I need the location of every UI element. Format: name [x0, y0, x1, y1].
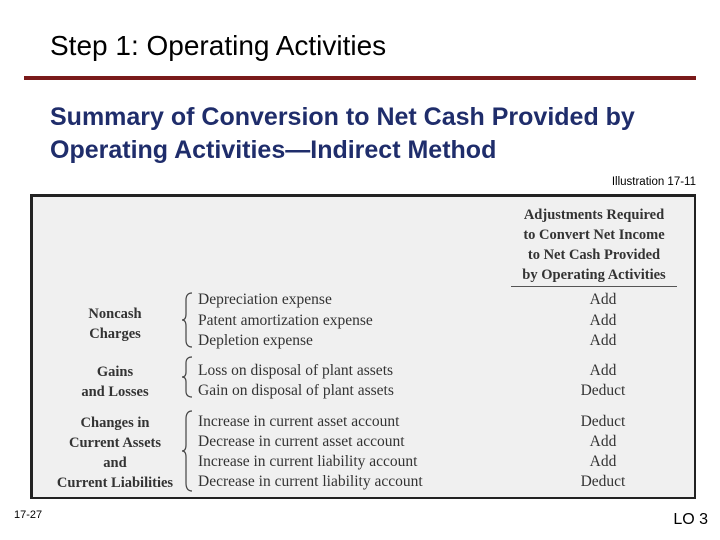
- row-label: Increase in current liability account: [198, 453, 418, 470]
- column-header-line: to Net Cash Provided: [527, 247, 661, 263]
- column-header-line: to Convert Net Income: [523, 227, 665, 243]
- row-adjustment: Add: [589, 433, 617, 450]
- row-adjustment: Add: [589, 312, 617, 329]
- column-header: [509, 205, 679, 285]
- page-number: 17-27: [14, 509, 43, 521]
- slide-title: Step 1: Operating Activities: [50, 30, 387, 61]
- row-label: Decrease in current liability account: [198, 473, 423, 490]
- row-adjustment: Add: [589, 291, 617, 308]
- header-rule: [511, 286, 677, 287]
- column-header-line: Adjustments Required: [523, 207, 665, 223]
- row-adjustment: Add: [589, 453, 617, 470]
- illustration-label: Illustration 17-11: [611, 176, 696, 188]
- group-label-line: and Losses: [81, 384, 149, 400]
- group-label-line: Current Liabilities: [56, 475, 174, 491]
- conversion-table: [30, 194, 696, 499]
- group-label-gains-and-losses: [63, 362, 167, 402]
- row-adjustment: Add: [589, 332, 617, 349]
- group-label-line: Changes in: [80, 415, 150, 431]
- row-adjustment: Add: [589, 362, 617, 379]
- group-brace: [181, 292, 195, 348]
- row-label: Increase in current asset account: [198, 413, 400, 430]
- group-label-line: Current Assets: [69, 435, 161, 451]
- group-label-line: Gains: [96, 364, 134, 380]
- row-label: Patent amortization expense: [198, 312, 373, 329]
- column-header-line: by Operating Activities: [522, 267, 666, 283]
- group-label-line: Noncash: [88, 306, 142, 322]
- row-label: Loss on disposal of plant assets: [198, 362, 394, 379]
- slide-subtitle: Summary of Conversion to Net Cash Provided by Operating Activities—Indirect Method: [50, 103, 635, 164]
- group-label-changes-in-current-items: [47, 413, 183, 493]
- row-adjustment: Deduct: [580, 413, 626, 430]
- group-label-noncash-charges: [63, 304, 167, 344]
- row-label: Decrease in current asset account: [198, 433, 405, 450]
- learning-objective-label: LO 3: [673, 511, 708, 528]
- group-label-line: Charges: [89, 326, 141, 342]
- group-label-line: and: [103, 455, 127, 471]
- row-adjustment: Deduct: [580, 382, 626, 399]
- title-rule: [24, 76, 696, 80]
- group-brace: [181, 356, 195, 398]
- row-label: Gain on disposal of plant assets: [198, 382, 394, 399]
- row-label: Depletion expense: [198, 332, 313, 349]
- row-adjustment: Deduct: [580, 473, 626, 490]
- row-label: Depreciation expense: [198, 291, 332, 308]
- group-brace: [181, 410, 195, 492]
